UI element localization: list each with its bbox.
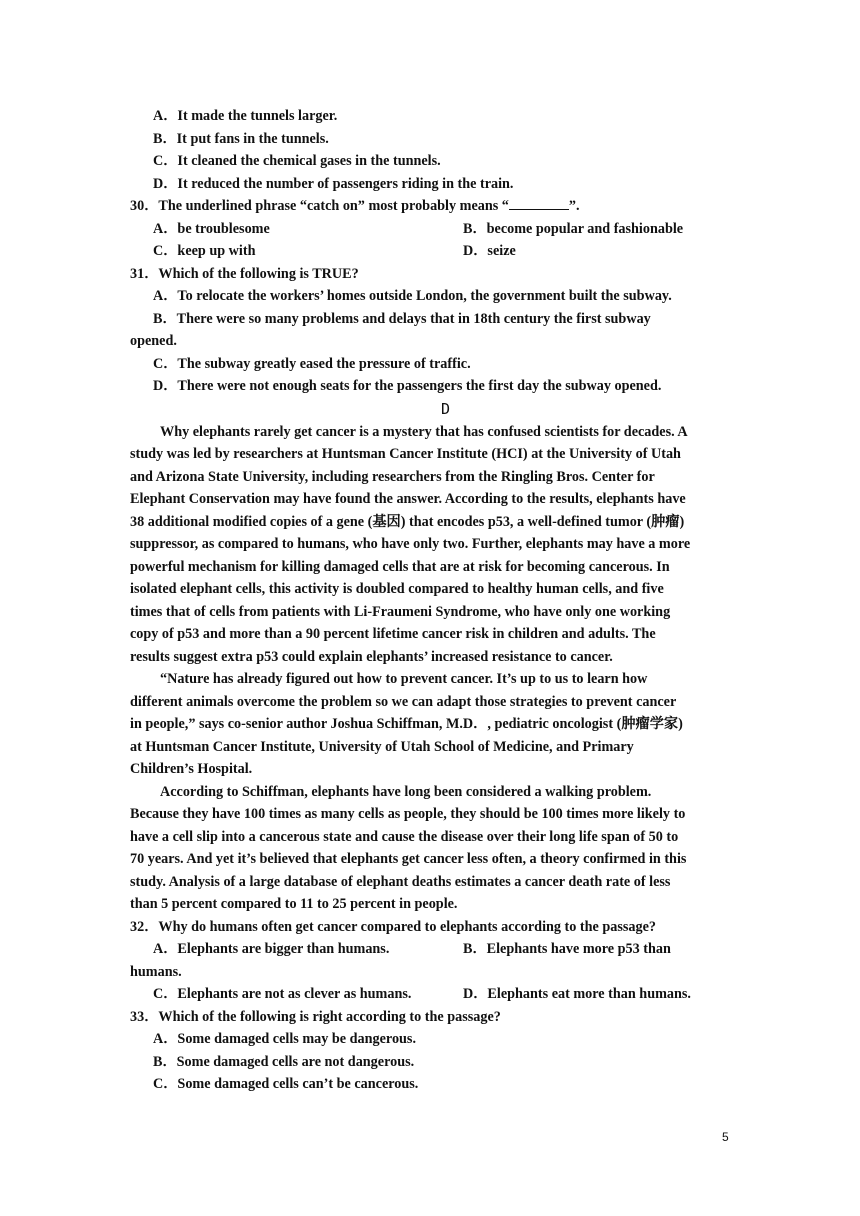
q33-option-c: C．Some damaged cells can’t be cancerous. xyxy=(153,1076,419,1092)
q29-option-c: C．It cleaned the chemical gases in the tunnels. xyxy=(153,153,441,169)
q32-option-b-cont: humans. xyxy=(130,964,182,980)
q31-option-b: B．There were so many problems and delays that in 18th century the first subway xyxy=(153,311,651,327)
section-heading: D xyxy=(441,400,451,418)
answer-blank xyxy=(509,197,569,210)
q30-option-a: A．be troublesome xyxy=(153,221,270,237)
passage-line: Elephant Conservation may have found the answer. According to the results, elephants have xyxy=(130,491,686,507)
q32-stem: 32．Why do humans often get cancer compared to elephants according to the passage? xyxy=(130,919,656,935)
q30-option-b: B．become popular and fashionable xyxy=(463,221,684,237)
passage-line: times that of cells from patients with Li-Fraumeni Syndrome, who have only one working xyxy=(130,604,671,620)
passage-line: results suggest extra p53 could explain elephants’ increased resistance to cancer. xyxy=(130,649,613,665)
passage-line: different animals overcome the problem so we can adapt those strategies to prevent cancer xyxy=(130,694,677,710)
passage-line: copy of p53 and more than a 90 percent lifetime cancer risk in children and adults. The xyxy=(130,626,656,642)
q31-stem: 31．Which of the following is TRUE? xyxy=(130,266,359,282)
passage-line: have a cell slip into a cancerous state and cause the disease over their long life span of 50 to xyxy=(130,829,679,845)
q30-stem-text: 30．The underlined phrase “catch on” most probably means “ xyxy=(130,198,509,214)
passage-line: at Huntsman Cancer Institute, University of Utah School of Medicine, and Primary xyxy=(130,739,634,755)
passage-line: suppressor, as compared to humans, who have only two. Further, elephants may have a more xyxy=(130,536,691,552)
q32-option-a: A．Elephants are bigger than humans. xyxy=(153,941,390,957)
q33-option-a: A．Some damaged cells may be dangerous. xyxy=(153,1031,416,1047)
q31-option-c: C．The subway greatly eased the pressure of traffic. xyxy=(153,356,471,372)
passage-line: Because they have 100 times as many cells as people, they should be 100 times more likely to xyxy=(130,806,686,822)
passage-line: Children’s Hospital. xyxy=(130,761,253,777)
passage-line: Why elephants rarely get cancer is a mystery that has confused scientists for decades. A xyxy=(160,424,688,440)
q33-stem: 33．Which of the following is right according to the passage? xyxy=(130,1009,501,1025)
q29-option-b: B．It put fans in the tunnels. xyxy=(153,131,329,147)
passage-line: study. Analysis of a large database of elephant deaths estimates a cancer death rate of less xyxy=(130,874,671,890)
passage-line: According to Schiffman, elephants have long been considered a walking problem. xyxy=(160,784,652,800)
q33-option-b: B．Some damaged cells are not dangerous. xyxy=(153,1054,415,1070)
q30-stem-end: ”. xyxy=(568,198,580,214)
passage-line: “Nature has already figured out how to prevent cancer. It’s up to us to learn how xyxy=(160,671,648,687)
passage-line: powerful mechanism for killing damaged cells that are at risk for becoming cancerous. In xyxy=(130,559,670,575)
q30-option-c: C．keep up with xyxy=(153,243,256,259)
q31-option-d: D．There were not enough seats for the passengers the first day the subway opened. xyxy=(153,378,662,394)
q32-option-b: B．Elephants have more p53 than xyxy=(463,941,671,957)
passage-line: than 5 percent compared to 11 to 25 percent in people. xyxy=(130,896,458,912)
q30-stem xyxy=(130,197,580,215)
q32-option-c: C．Elephants are not as clever as humans. xyxy=(153,986,412,1002)
passage-line: isolated elephant cells, this activity is doubled compared to healthy human cells, and five xyxy=(130,581,664,597)
q29-option-d: D．It reduced the number of passengers riding in the train. xyxy=(153,176,514,192)
passage-line: 38 additional modified copies of a gene (基因) that encodes p53, a well-defined tumor (肿瘤) xyxy=(130,514,685,530)
page-number: 5 xyxy=(722,1130,729,1144)
passage-line: 70 years. And yet it’s believed that elephants get cancer less often, a theory confirmed in this xyxy=(130,851,687,867)
q32-option-d: D．Elephants eat more than humans. xyxy=(463,986,691,1002)
q30-option-d: D．seize xyxy=(463,243,516,259)
q31-option-a: A．To relocate the workers’ homes outside London, the government built the subway. xyxy=(153,288,672,304)
passage-line: study was led by researchers at Huntsman Cancer Institute (HCI) at the University of Utah xyxy=(130,446,681,462)
q29-option-a: A．It made the tunnels larger. xyxy=(153,108,338,124)
passage-line: in people,” says co-senior author Joshua Schiffman, M.D．, pediatric oncologist (肿瘤学家) xyxy=(130,716,683,732)
passage-line: and Arizona State University, including researchers from the Ringling Bros. Center for xyxy=(130,469,655,485)
q31-option-b-cont: opened. xyxy=(130,333,177,349)
